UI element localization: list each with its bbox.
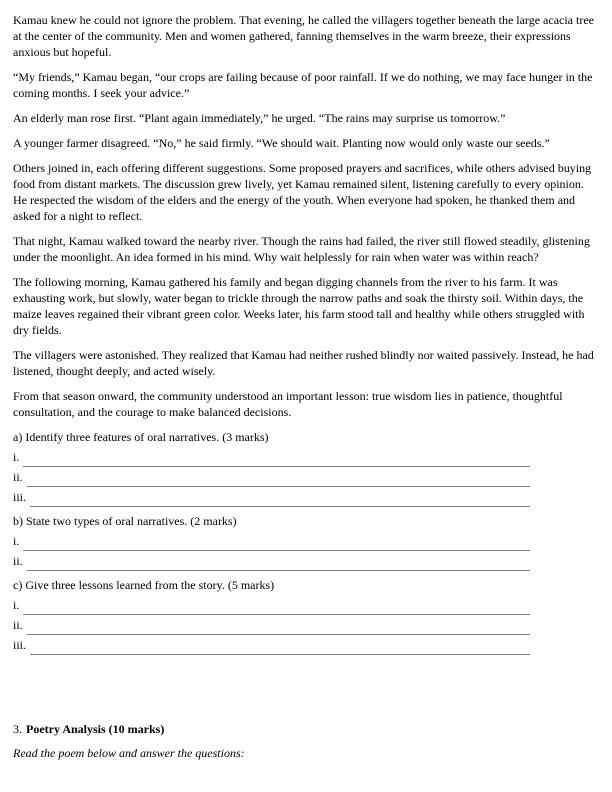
story-paragraph-5: Others joined in, each offering different suggestions. Some proposed prayers and sacrifices, while others advised buying food from distant markets. The discussion grew lively, yet Kamau remained silent, listening carefully to every opinion. He respected the wisdom of the elders and the energy of the youth. When everyone had spoken, he thanked them and asked for a night to reflect. [13,161,592,223]
answer-line-b-ii [13,551,530,571]
answer-line-numeral: ii. [13,554,23,568]
question-c-label: c) Give three lessons learned from the story. (5 marks) [13,578,275,592]
story-paragraph-4: A younger farmer disagreed. “No,” he said firmly. “We should wait. Planting now would only waste our seeds.” [13,136,550,150]
answer-line-rule [27,570,530,571]
answer-line-numeral: i. [13,598,20,612]
answer-line-numeral: i. [13,534,20,548]
answer-line-rule [30,506,530,507]
answer-line-rule [23,614,530,615]
answer-line-rule [23,550,530,551]
answer-line-numeral: iii. [13,638,27,652]
story-paragraph-1: Kamau knew he could not ignore the problem. That evening, he called the villagers together beneath the large acacia tree at the center of the community. Men and women gathered, fanning themselves in the warm breeze, their expressions anxious but hopeful. [13,13,594,59]
story-paragraph-8: The villagers were astonished. They realized that Kamau had neither rushed blindly nor waited passively. Instead, he had listened, thought deeply, and acted wisely. [13,348,594,378]
answer-line-a-i [13,447,530,467]
section-instruction: Read the poem below and answer the questions: [13,746,245,760]
answer-line-numeral: ii. [13,618,23,632]
poetry-analysis-section [13,721,599,762]
question-a-label: a) Identify three features of oral narratives. (3 marks) [13,430,269,444]
answer-line-a-iii [13,487,530,507]
answer-line-rule [30,654,530,655]
story-paragraph-9: From that season onward, the community understood an important lesson: true wisdom lies in patience, thoughtful consultation, and the courage to make balanced decisions. [13,389,563,419]
story-paragraph-6: That night, Kamau walked toward the nearby river. Though the rains had failed, the river still flowed steadily, glistening under the moonlight. An idea formed in his mind. Why wait helplessly for rain when water was within reach? [13,234,590,264]
question-b [13,513,599,571]
answer-line-numeral: ii. [13,470,23,484]
question-b-label: b) State two types of oral narratives. (2 marks) [13,514,237,528]
section-title: Poetry Analysis (10 marks) [26,722,165,736]
answer-line-rule [23,466,530,467]
answer-line-rule [27,634,530,635]
answer-line-numeral: iii. [13,490,27,504]
story-paragraph-2: “My friends,” Kamau began, “our crops are failing because of poor rainfall. If we do nothing, we may face hunger in the coming months. I seek your advice.” [13,70,593,100]
answer-line-c-ii [13,615,530,635]
answer-line-a-ii [13,467,530,487]
story-paragraph-3: An elderly man rose first. “Plant again immediately,” he urged. “The rains may surprise us tomorrow.” [13,111,506,125]
story-paragraph-7: The following morning, Kamau gathered his family and began digging channels from the river to his farm. It was exhausting work, but slowly, water began to trickle through the narrow paths and soak the thirsty soil. Within days, the maize leaves regained their vibrant green color. Weeks later, his farm stood tall and healthy while others struggled with dry fields. [13,275,585,337]
answer-line-rule [27,486,530,487]
answer-line-c-iii [13,635,530,655]
question-c [13,577,599,655]
story-section [13,12,599,420]
answer-line-c-i [13,595,530,615]
answer-line-b-i [13,531,530,551]
question-a [13,429,599,507]
section-number: 3. [13,722,22,736]
section-heading [13,721,599,738]
answer-line-numeral: i. [13,450,20,464]
